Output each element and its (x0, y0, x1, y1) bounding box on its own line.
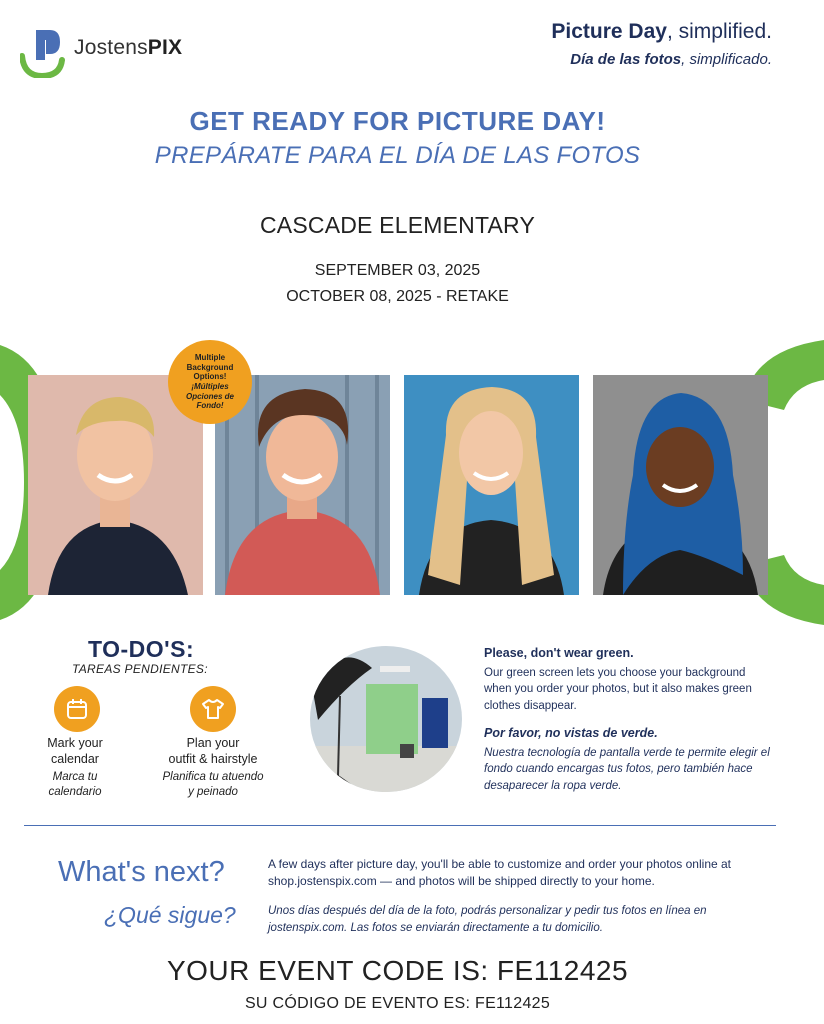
whats-next-body-es: Unos días después del día de la foto, podrás personalizar y pedir tus fotos en línea en jostenspix.com. Las fotos se enviarán directamente a tu domicilio. (268, 905, 707, 934)
todo-item-outfit (190, 686, 236, 732)
todo-calendar-label-1: Mark your (47, 736, 103, 750)
tagline-es: Día de las fotos, simplificado. (570, 51, 772, 68)
school-name: CASCADE ELEMENTARY (260, 212, 535, 238)
student-photo-4 (593, 375, 768, 595)
picture-date: SEPTEMBER 03, 2025 (314, 262, 481, 279)
no-green-heading-es: Por favor, no vistas de verde. (484, 726, 658, 740)
no-green-heading: Please, don't wear green. (484, 646, 634, 660)
page-title: GET READY FOR PICTURE DAY! (189, 106, 606, 136)
todo-outfit-label-1: Plan your (186, 736, 240, 750)
no-green-body-es: Nuestra tecnología de pantalla verde te permite elegir el fondo cuando encargas tus fotos, pero también hace desaparecer la ropa verde. (484, 747, 770, 792)
todo-calendar-label-es-2: calendario (48, 786, 102, 799)
retake-date: OCTOBER 08, 2025 - RETAKE (286, 288, 509, 305)
todo-outfit-label-2: outfit & hairstyle (168, 752, 258, 767)
todo-calendar-label-es-1: Marca tu (52, 770, 98, 783)
shirt-icon (190, 686, 236, 732)
event-code-es: SU CÓDIGO DE EVENTO ES: FE112425 (244, 995, 551, 1012)
todo-calendar-label-2: calendar (51, 752, 99, 767)
whats-next-title: What's next? (58, 856, 225, 888)
whats-next-body: A few days after picture day, you'll be able to customize and order your photos online at shop.jostenspix.com — and photos will be shipped directly to your home. (268, 857, 732, 889)
calendar-icon (54, 686, 100, 732)
jostenspix-logo-icon (20, 26, 66, 78)
todo-item-calendar (54, 686, 100, 732)
tagline-en: Picture Day, simplified. (551, 20, 772, 43)
todo-outfit-label-es-2: y peinado (188, 786, 238, 799)
todo-subtitle: TAREAS PENDIENTES: (72, 662, 208, 676)
event-code: YOUR EVENT CODE IS: FE112425 (166, 955, 629, 986)
student-photo-3 (404, 375, 579, 595)
section-divider (24, 825, 776, 826)
green-screen-studio-photo (310, 646, 462, 792)
background-options-badge: Multiple Background Options! ¡Múltiples Opciones de Fondo! (168, 340, 252, 424)
todo-title: TO-DO'S: (88, 636, 195, 662)
no-green-body: Our green screen lets you choose your background when you order your photos, but it also makes green clothes disappear. (484, 667, 752, 712)
todo-outfit-label-es-1: Planifica tu atuendo (162, 770, 264, 783)
todo-outfit-text (148, 735, 278, 801)
whats-next-title-es: ¿Qué sigue? (104, 902, 236, 928)
page-title-es: PREPÁRATE PARA EL DÍA DE LAS FOTOS (154, 142, 641, 169)
todo-calendar-text (20, 735, 130, 801)
brand-name: JostensPIX (74, 36, 183, 59)
